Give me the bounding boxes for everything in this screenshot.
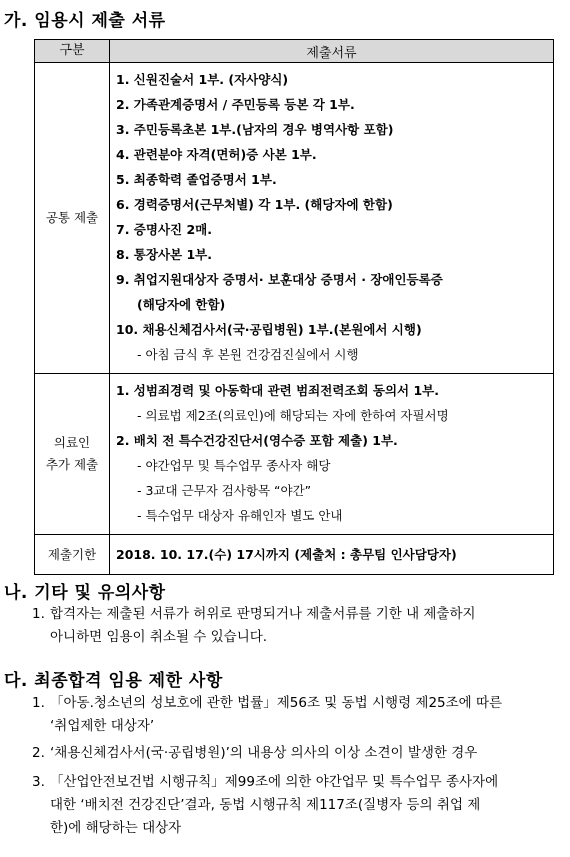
list-item: 5. 최종학력 졸업증명서 1부.	[116, 172, 277, 187]
restriction-number: 3.	[32, 774, 45, 790]
category-common: 공통 제출	[35, 63, 110, 374]
list-item: 3. 주민등록초본 1부.(남자의 경우 병역사항 포함)	[116, 122, 394, 137]
restriction-number: 1.	[32, 695, 45, 711]
note-line: 합격자는 제출된 서류가 허위로 판명되거나 제출서류를 기한 내 제출하지	[50, 606, 476, 622]
table-row-deadline	[35, 535, 554, 575]
table-row-common	[35, 63, 554, 374]
list-item: 4. 관련분야 자격(면허)증 사본 1부.	[116, 147, 317, 162]
list-item: 1. 신원진술서 1부. (자사양식)	[116, 72, 289, 87]
category-medical-line2: 추가 제출	[45, 457, 99, 472]
list-subitem: - 야간업무 및 특수업무 종사자 해당	[137, 458, 331, 473]
note-line: 아니하면 임용이 취소될 수 있습니다.	[50, 629, 268, 645]
common-items	[110, 63, 554, 374]
list-item: 6. 경력증명서(근무처별) 각 1부. (해당자에 한함)	[116, 197, 393, 212]
section-a-title: 가. 임용시 제출 서류	[4, 11, 166, 31]
list-item: 10. 채용신체검사서(국·공립병원) 1부.(본원에서 시행)	[116, 322, 422, 337]
header-category: 구분	[35, 40, 110, 63]
list-subitem: - 아침 금식 후 본원 건강검진실에서 시행	[137, 347, 359, 362]
restriction-item	[32, 692, 502, 738]
section-c-title: 다. 최종합격 임용 제한 사항	[4, 671, 223, 691]
restriction-line: 대한 ‘배치전 건강진단’결과, 동법 시행규칙 제117조(질병자 등의 취업 제	[50, 797, 481, 813]
restriction-line: 「산업안전보건법 시행규칙」제99조에 의한 야간업무 및 특수업무 종사자에	[50, 774, 499, 790]
note-item	[32, 603, 476, 649]
restriction-line: 한)에 해당하는 대상자	[50, 820, 182, 836]
list-item: 7. 증명사진 2매.	[116, 222, 212, 237]
medical-items	[110, 374, 554, 535]
list-item: 2. 가족관계증명서 / 주민등록 등본 각 1부.	[116, 97, 355, 112]
list-subitem: - 특수업무 대상자 유해인자 별도 안내	[137, 508, 343, 523]
list-item: 2. 배치 전 특수건강진단서(영수증 포함 제출) 1부.	[116, 433, 398, 448]
list-item-continuation: (해당자에 한함)	[137, 297, 226, 312]
restriction-item	[32, 771, 498, 840]
header-documents: 제출서류	[110, 40, 554, 63]
restriction-number: 2.	[32, 745, 45, 761]
category-deadline: 제출기한	[35, 535, 110, 575]
restriction-line: ‘취업제한 대상자’	[50, 718, 155, 734]
restriction-line: ‘채용신체검사서(국·공립병원)’의 내용상 의사의 이상 소견이 발생한 경우	[50, 745, 478, 761]
deadline-text: 2018. 10. 17.(수) 17시까지 (제출처 : 총무팀 인사담당자)	[110, 535, 554, 575]
list-subitem: - 3교대 근무자 검사항목 “야간”	[137, 483, 312, 498]
list-item: 8. 통장사본 1부.	[116, 247, 212, 262]
list-item: 1. 성범죄경력 및 아동학대 관련 범죄전력조회 동의서 1부.	[116, 383, 440, 398]
table-header-row	[35, 40, 554, 63]
list-subitem: - 의료법 제2조(의료인)에 해당되는 자에 한하여 자필서명	[137, 408, 449, 423]
category-medical	[35, 374, 110, 535]
restriction-item	[32, 742, 477, 765]
section-b-title: 나. 기타 및 유의사항	[4, 583, 166, 603]
list-item: 9. 취업지원대상자 증명서· 보훈대상 증명서 · 장애인등록증	[116, 272, 443, 287]
category-medical-line1: 의료인	[53, 435, 91, 450]
documents-table	[34, 39, 554, 575]
table-row-medical	[35, 374, 554, 535]
restriction-line: 「아동.청소년의 성보호에 관한 법률」제56조 및 동법 시행령 제25조에 따른	[50, 695, 503, 711]
note-number: 1.	[32, 606, 45, 622]
